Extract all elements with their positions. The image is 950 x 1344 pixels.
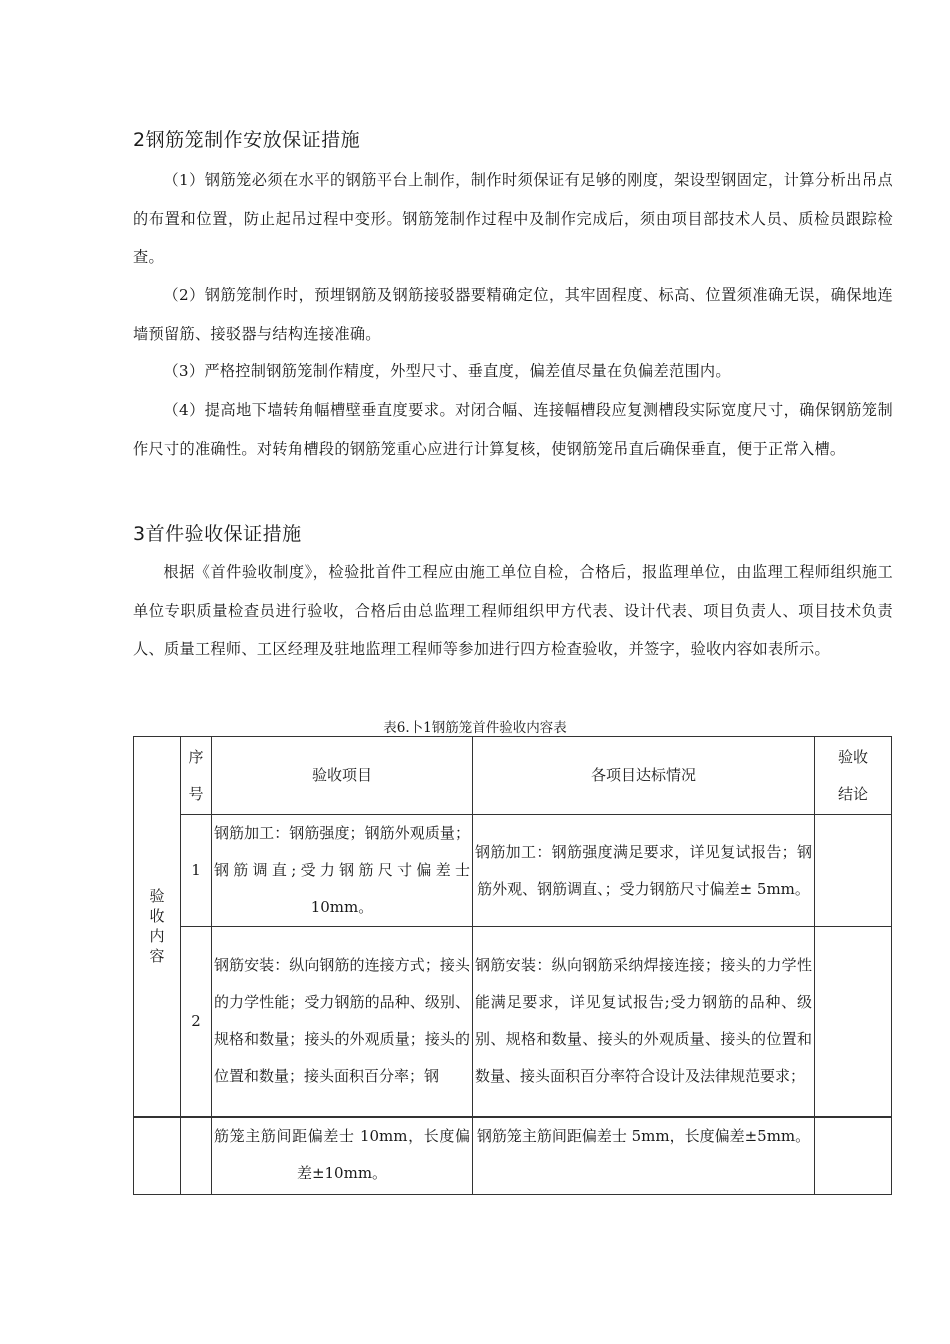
row-seq: 1	[181, 815, 212, 927]
row-conclusion	[815, 1117, 892, 1195]
acceptance-table	[133, 736, 892, 1195]
header-seq-char: 号	[188, 784, 204, 803]
side-label-char: 容	[149, 947, 165, 966]
table-header-row	[134, 737, 892, 815]
row-seq	[181, 1117, 212, 1195]
header-item: 验收项目	[212, 737, 473, 815]
header-conclusion-line: 结论	[837, 784, 868, 803]
side-label-char: 收	[149, 907, 165, 926]
section-2-heading: 2钢筋笼制作安放保证措施	[133, 129, 361, 151]
header-conclusion-line: 验收	[837, 747, 868, 766]
header-seq	[181, 737, 212, 815]
section-2-paragraph-3: （3）严格控制钢筋笼制作精度，外型尺寸、垂直度，偏差值尽量在负偏差范围内。	[163, 362, 731, 380]
row-status: 钢筋笼主筋间距偏差士 5mm，长度偏差±5mm。	[473, 1117, 815, 1195]
row-item: 钢筋安装：纵向钢筋的连接方式；接头的力学性能；受力钢筋的品种、级别、规格和数量；接头的外观质量；接头的位置和数量；接头面积百分率；钢	[212, 927, 473, 1117]
section-2-paragraph-1: （1）钢筋笼必须在水平的钢筋平台上制作，制作时须保证有足够的刚度，架设型钢固定，计算分析出吊点的布置和位置，防止起吊过程中变形。钢筋笼制作过程中及制作完成后，须由项目部技术人员、质检员跟踪检查。	[133, 171, 893, 266]
table-row	[134, 815, 892, 927]
section-2-paragraph-4: （4）提高地下墙转角幅槽壁垂直度要求。对闭合幅、连接幅槽段应复测槽段实际宽度尺寸，确保钢筋笼制作尺寸的准确性。对转角槽段的钢筋笼重心应进行计算复核，使钢筋笼吊直后确保垂直，便于正常入槽。	[133, 401, 893, 458]
header-status: 各项目达标情况	[473, 737, 815, 815]
header-conclusion	[815, 737, 892, 815]
row-item: 筋笼主筋间距偏差士 10mm，长度偏差±10mm。	[212, 1117, 473, 1195]
section-3-paragraph: 根据《首件验收制度》，检验批首件工程应由施工单位自检，合格后，报监理单位，由监理工程师组织施工单位专职质量检查员进行验收，合格后由总监理工程师组织甲方代表、设计代表、项目负责人、项目技术负责人、质量工程师、工区经理及驻地监理工程师等参加进行四方检查验收，并签字，验收内容如表所示。	[133, 563, 893, 658]
row-item: 钢筋加工：钢筋强度；钢筋外观质量；钢筋调直;受力钢筋尺寸偏差士 10mm。	[212, 815, 473, 927]
table-caption: 表6.卜1钢筋笼首件验收内容表	[383, 720, 567, 736]
row-status: 钢筋加工：钢筋强度满足要求，详见复试报告；钢筋外观、钢筋调直、；受力钢筋尺寸偏差± 5mm。	[473, 815, 815, 927]
section-3-heading: 3首件验收保证措施	[133, 523, 302, 545]
side-label-cell	[134, 737, 181, 1117]
row-seq: 2	[181, 927, 212, 1117]
header-seq-char: 序	[188, 747, 204, 766]
row-conclusion	[815, 815, 892, 927]
row-conclusion	[815, 927, 892, 1117]
section-2-paragraph-2: （2）钢筋笼制作时，预埋钢筋及钢筋接驳器要精确定位，其牢固程度、标高、位置须准确无误，确保地连墙预留筋、接驳器与结构连接准确。	[133, 286, 893, 343]
row-status: 钢筋安装：纵向钢筋采纳焊接连接；接头的力学性能满足要求，详见复试报告;受力钢筋的品种、级别、规格和数量、接头的外观质量、接头的位置和数量、接头面积百分率符合设计及法律规范要求；	[473, 927, 815, 1117]
side-label-char: 验	[149, 887, 165, 906]
table-row	[134, 1117, 892, 1195]
table-row	[134, 927, 892, 1117]
side-label-char: 内	[149, 927, 165, 946]
side-label-cell-continued	[134, 1117, 181, 1195]
